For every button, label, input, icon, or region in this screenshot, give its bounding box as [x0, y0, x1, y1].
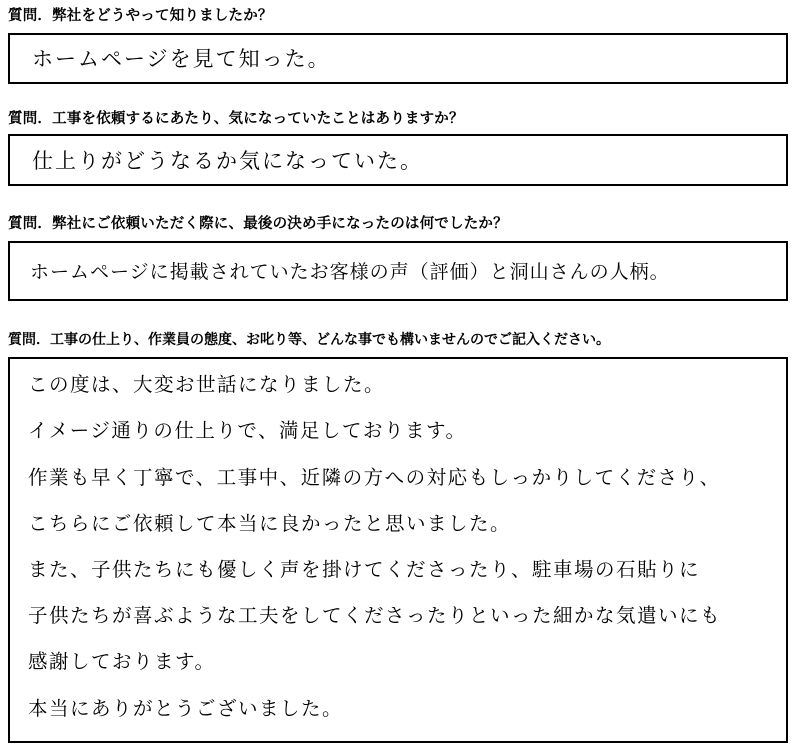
answer-4-line: こちらにご依頼して本当に良かったと思いました。: [28, 512, 512, 535]
answer-4-line: また、子供たちにも優しく声を掛けてくださったり、駐車場の石貼りに: [28, 558, 701, 581]
answer-2-text: 仕上りがどうなるか気になっていた。: [32, 149, 423, 173]
question-2-label: 質問．工事を依頼するにあたり、気になっていたことはありますか？: [8, 111, 464, 127]
answer-2-box: [8, 134, 788, 186]
answer-1-text: ホームページを見て知った。: [32, 47, 331, 71]
answer-4-line: 子供たちが喜ぶような工夫をしてくださったりといった細かな気遣いにも: [28, 604, 722, 627]
answer-3-text: ホームページに掲載されていたお客様の声（評価）と洞山さんの人柄。: [30, 261, 670, 283]
question-3-label: 質問．弊社にご依頼いただく際に、最後の決め手になったのは何でしたか？: [8, 216, 508, 232]
answer-1-box: [8, 33, 788, 84]
question-1-label: 質問．弊社をどうやって知りましたか？: [8, 8, 273, 24]
answer-4-line: この度は、大変お世話になりました。: [28, 373, 386, 396]
answer-3-box: [8, 241, 788, 301]
answer-4-line: 感謝しております。: [28, 650, 216, 673]
question-4-label: 質問．工事の仕上り、作業員の態度、お叱り等、どんな事でも構いませんのでご記入ください。: [8, 332, 610, 348]
answer-4-line: 本当にありがとうございました。: [28, 697, 344, 720]
answer-4-line: 作業も早く丁寧で、工事中、近隣の方への対応もしっかりしてくださり、: [28, 466, 721, 489]
answer-4-line: イメージ通りの仕上りで、満足しております。: [28, 419, 467, 442]
answer-4-box: [8, 357, 788, 743]
